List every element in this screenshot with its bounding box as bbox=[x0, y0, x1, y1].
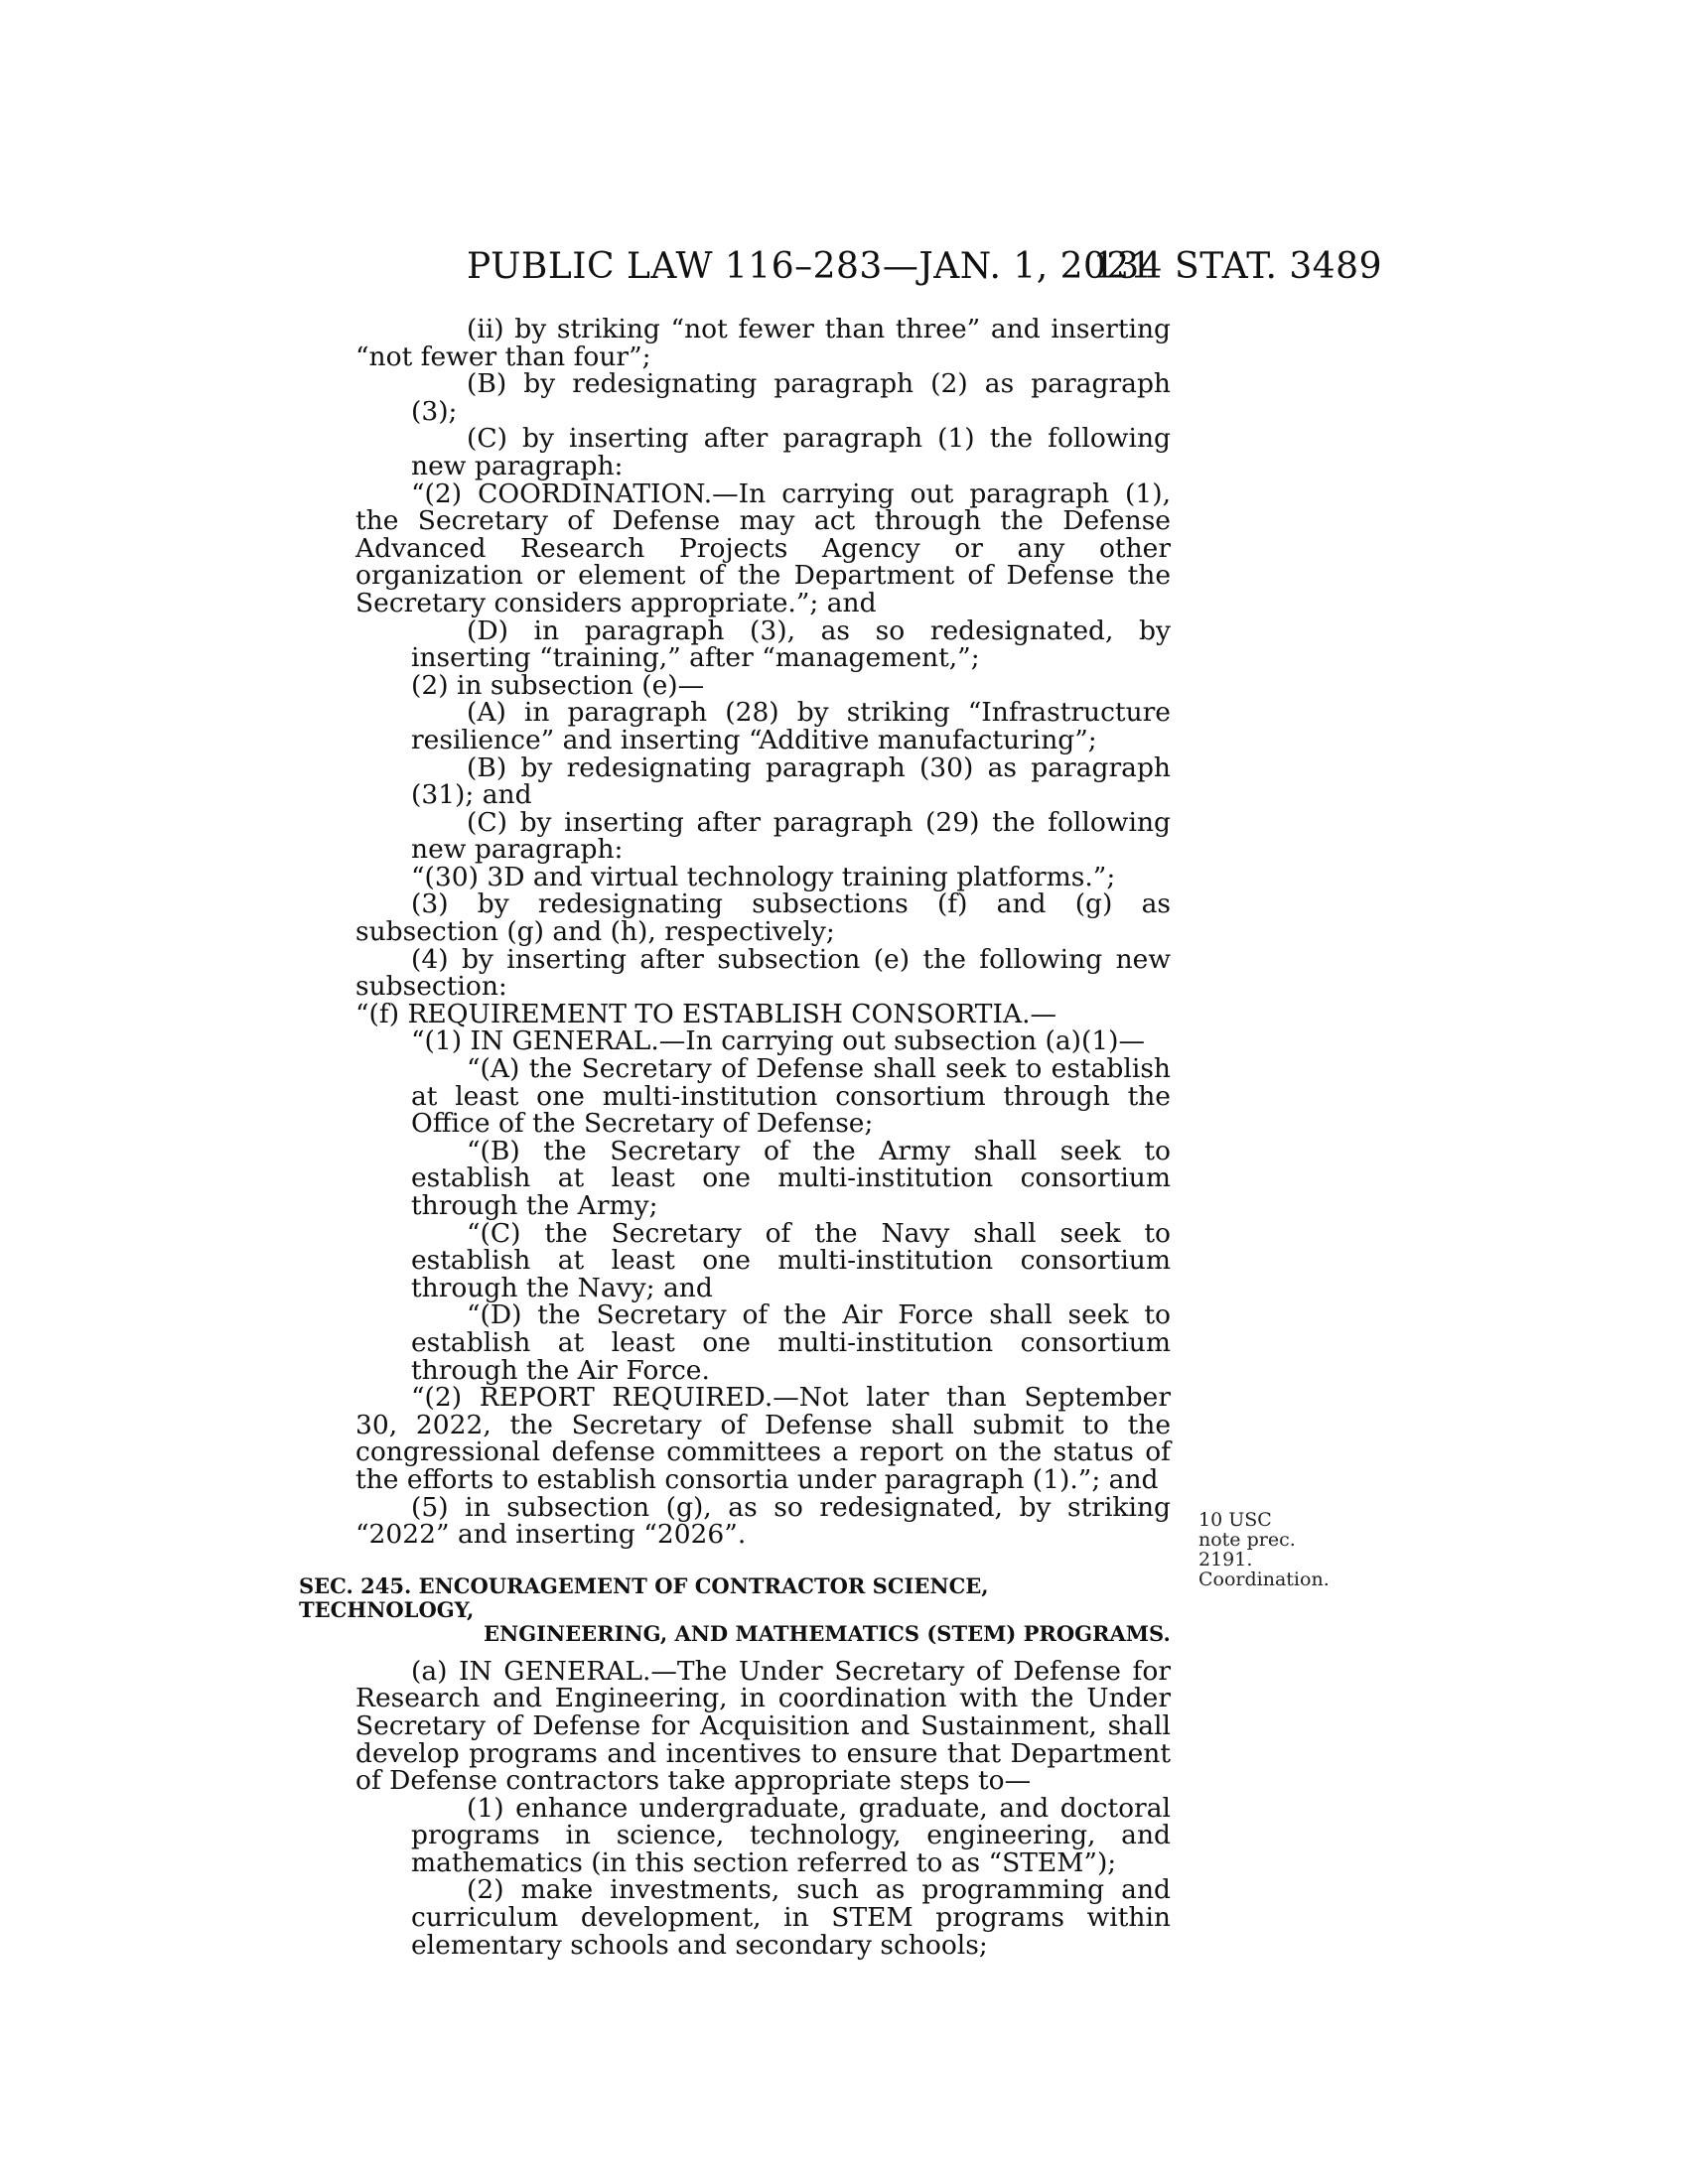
paragraph: “(2) REPORT REQUIRED.—Not later than September 30, 2022, the Secretary of Defense shall submit to the congressional defense committees a report on the status of the efforts to establish consortia under paragraph (1).”; and bbox=[355, 1382, 1171, 1495]
paragraph: (a) IN GENERAL.—The Under Secretary of Defense for Research and Engineering, in coordination with the Under Secretary of Defense for Acquisition and Sustainment, shall develop programs and incentives to ensure that Department of Defense contractors take appropriate steps to— bbox=[355, 1655, 1171, 1797]
paragraph: “(A) the Secretary of Defense shall seek to establish at least one multi-institution consortium through the Office of the Secretary of Defense; bbox=[411, 1053, 1171, 1140]
paragraph: “(30) 3D and virtual technology training platforms.”; bbox=[411, 861, 1116, 892]
paragraph: (4) by inserting after subsection (e) the following new subsection: bbox=[355, 943, 1171, 1003]
paragraph: “(2) COORDINATION.—In carrying out paragraph (1), the Secretary of Defense may act through the Defense Advanced Research Projects Agency or any other organization or element of the Department of Defense the Secretary considers appropriate.”; and bbox=[355, 478, 1171, 618]
paragraph: (A) in paragraph (28) by striking “Infrastructure resilience” and inserting “Additive manufacturing”; bbox=[411, 697, 1171, 755]
paragraph: (C) by inserting after paragraph (1) the following new paragraph: bbox=[411, 423, 1171, 481]
running-header-title: PUBLIC LAW 116–283—JAN. 1, 2021 bbox=[467, 246, 1154, 287]
section-heading-line: ENGINEERING, AND MATHEMATICS (STEM) PROGRAMS. bbox=[484, 1620, 1171, 1646]
paragraph: (ii) by striking “not fewer than three” and inserting “not fewer than four”; bbox=[355, 314, 1171, 372]
paragraph: (5) in subsection (g), as so redesignated, by striking “2022” and inserting “2026”. bbox=[355, 1491, 1171, 1551]
paragraph: (B) by redesignating paragraph (30) as paragraph (31); and bbox=[411, 751, 1171, 811]
paragraph: (1) enhance undergraduate, graduate, and doctoral programs in science, technology, engineering, and mathematics (in this section referred to as “STEM”); bbox=[411, 1792, 1171, 1878]
paragraph: (3) by redesignating subsections (f) and (g) as subsection (g) and (h), respectively; bbox=[355, 888, 1171, 948]
paragraph: “(D) the Secretary of the Air Force shall seek to establish at least one multi-institution consortium through the Air Force. bbox=[411, 1299, 1171, 1386]
paragraph: “(1) IN GENERAL.—In carrying out subsection (a)(1)— bbox=[411, 1025, 1146, 1057]
section-heading-line: SEC. 245. ENCOURAGEMENT OF CONTRACTOR SCIENCE, TECHNOLOGY, bbox=[299, 1572, 989, 1622]
page-number: 134 STAT. 3489 bbox=[1092, 246, 1382, 287]
paragraph: (C) by inserting after paragraph (29) the following new paragraph: bbox=[411, 806, 1171, 866]
paragraph: (2) in subsection (e)— bbox=[411, 669, 705, 701]
paragraph: “(B) the Secretary of the Army shall seek to establish at least one multi-institution consortium through the Army; bbox=[411, 1135, 1171, 1221]
paragraph: “(C) the Secretary of the Navy shall seek to establish at least one multi-institution consortium through the Navy; and bbox=[411, 1217, 1171, 1303]
paragraph: “(f) REQUIREMENT TO ESTABLISH CONSORTIA.— bbox=[355, 998, 1057, 1029]
margin-note-coordination: Coordination. bbox=[1198, 1569, 1330, 1590]
body-text bbox=[299, 314, 1171, 1961]
paragraph: (2) make investments, such as programming and curriculum development, in STEM programs within elementary schools and secondary schools; bbox=[411, 1874, 1171, 1961]
section-heading bbox=[299, 1574, 1171, 1646]
margin-note-usc: 10 USC note prec. 2191. bbox=[1198, 1509, 1296, 1570]
paragraph: (D) in paragraph (3), as so redesignated, by inserting “training,” after “management,”; bbox=[411, 614, 1171, 674]
paragraph: (B) by redesignating paragraph (2) as paragraph (3); bbox=[411, 368, 1171, 427]
